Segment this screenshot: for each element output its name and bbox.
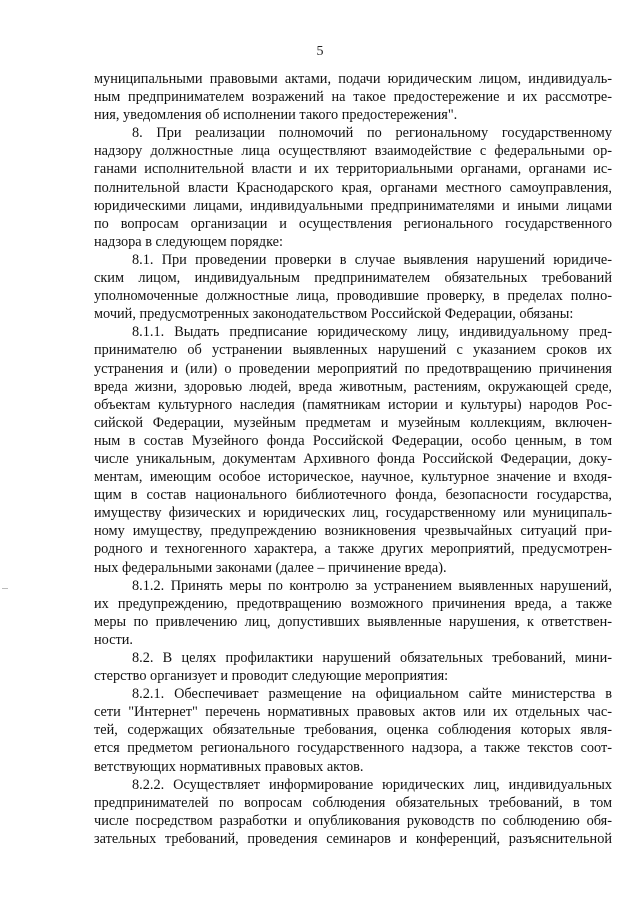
margin-mark: [2, 588, 8, 589]
text-line: надзора в следующем порядке:: [94, 233, 283, 250]
text-line: ным предпринимателем возражений на такое предостережение и их рассмотре-: [94, 89, 612, 106]
text-line: 8.1. При проведении проверки в случае выявления нарушений юридиче-: [132, 251, 612, 268]
text-line: стерство организует и проводит следующие мероприятия:: [94, 668, 449, 685]
text-line: тей, содержащих обязательные требования, оценка соблюдения которых явля-: [94, 722, 612, 739]
text-line: юридическими лицами, индивидуальными предпринимателями и иными лицами: [94, 197, 612, 214]
text-line: 8.2.1. Обеспечивает размещение на официальном сайте министерства в: [132, 686, 612, 703]
text-line: предпринимателей по вопросам соблюдения обязательных требований, в том: [94, 794, 612, 811]
text-line: сети "Интернет" перечень нормативных правовых актов или их отдельных час-: [94, 704, 612, 721]
text-line: 8. При реализации полномочий по региональному государственному: [132, 125, 612, 142]
paragraph-8-1-2: [94, 577, 612, 649]
text-line: по вопросам организации и осуществления регионального государственного: [94, 215, 612, 232]
text-line: зательных требований, проведения семинаров и конференций, разъяснительной: [94, 830, 612, 847]
text-line: щим в состав национального библиотечного фонда, безопасности государства,: [94, 487, 612, 504]
text-line: ским лицом, индивидуальным предпринимателем обязательных требований: [94, 270, 612, 287]
text-line: 8.1.1. Выдать предписание юридическому лицу, индивидуальному пред-: [132, 324, 612, 341]
page-number: 5: [316, 44, 324, 59]
text-line: объектам культурного наследия (памятникам истории и культуры) народов Рос-: [94, 396, 612, 413]
text-line: ных федеральными законами (далее – причинение вреда).: [94, 559, 447, 576]
text-line: сийской Федерации, музейным предметам и музейным коллекциям, включен-: [94, 414, 612, 431]
text-line: принимателю об устранении выявленных нарушений с указанием сроков их: [94, 342, 612, 359]
text-line: полнительной власти Краснодарского края, органами местного самоуправления,: [94, 179, 612, 196]
text-line: 8.2. В целях профилактики нарушений обязательных требований, мини-: [132, 650, 612, 666]
document-body: [94, 70, 612, 848]
text-line: 8.1.2. Принять меры по контролю за устранением выявленных нарушений,: [132, 577, 612, 594]
paragraph-8-1: [94, 251, 612, 323]
text-line: ется предметом регионального государственного надзора, а также текстов соот-: [94, 740, 612, 757]
text-line: устранения и (или) о проведении мероприятий по предотвращению причинения: [94, 360, 612, 377]
text-line: ментам, имеющим особое историческое, научное, культурное значение и входя-: [94, 469, 612, 486]
paragraph-8-2-2: [94, 776, 612, 848]
text-line: ганами исполнительной власти и их территориальными органами, органами ис-: [94, 161, 612, 178]
text-line: их предупреждению, предотвращению возможного причинения вреда, а также: [94, 595, 612, 612]
text-line: родного и техногенного характера, а также других мероприятий, предусмотрен-: [94, 541, 612, 558]
text-line: мочий, предусмотренных законодательством Российской Федерации, обязаны:: [94, 306, 574, 323]
text-line: муниципальными правовыми актами, подачи юридическим лицом, индивидуаль-: [94, 71, 612, 87]
text-line: ности.: [94, 631, 133, 648]
text-line: ния, уведомления об исполнении такого предостережения".: [94, 107, 458, 124]
text-line: ным в состав Музейного фонда Российской Федерации, особо ценным, в том: [94, 432, 612, 449]
text-line: уполномоченные должностные лица, проводившие проверку, в пределах полно-: [94, 288, 612, 305]
text-line: ному имуществу, предупреждению возникновения чрезвычайных ситуаций при-: [94, 523, 612, 540]
paragraph-8-2-1: [94, 685, 612, 775]
text-line: надзору должностные лица осуществляют взаимодействие с федеральными ор-: [94, 143, 612, 160]
paragraph-8-1-1: [94, 323, 612, 576]
paragraph-continuation: [94, 70, 612, 124]
text-line: числе посредством разработки и опубликования руководств по соблюдению обя-: [94, 812, 612, 829]
text-line: имуществу физических и юридических лиц, государственному или муниципаль-: [94, 505, 612, 522]
text-line: вреда жизни, здоровью людей, вреда животным, растениям, окружающей среде,: [94, 378, 612, 395]
text-line: 8.2.2. Осуществляет информирование юридических лиц, индивидуальных: [132, 776, 612, 793]
text-line: числе уникальным, документам Архивного фонда Российской Федерации, доку-: [94, 450, 612, 467]
text-line: меры по привлечению лиц, допустивших выявленные нарушения, к ответствен-: [94, 613, 612, 630]
paragraph-8: [94, 124, 612, 251]
text-line: ветствующих нормативных правовых актов.: [94, 758, 364, 775]
paragraph-8-2: [94, 649, 612, 685]
